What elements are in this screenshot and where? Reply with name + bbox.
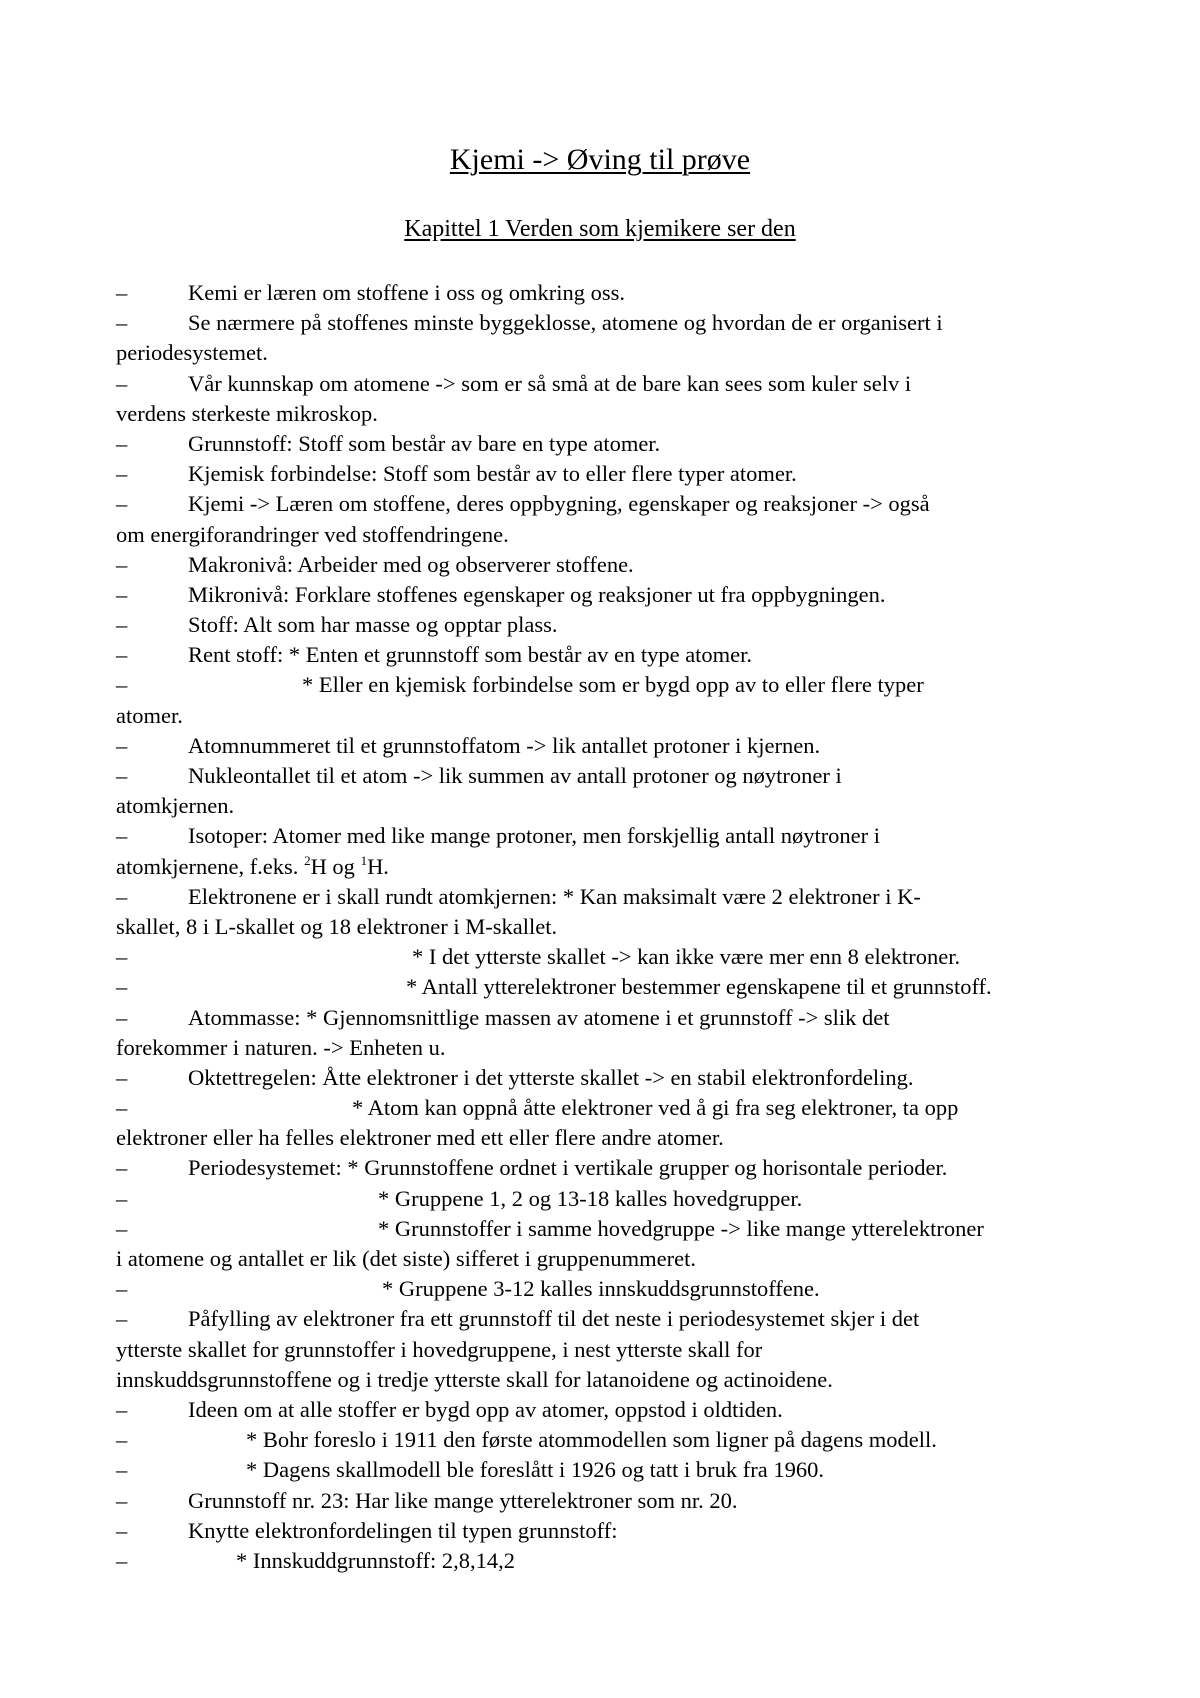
list-item (116, 459, 1096, 489)
list-item-text: * Gruppene 3-12 kalles innskuddsgrunnstoffene. (382, 1276, 820, 1302)
list-item-continuation (116, 1123, 1096, 1153)
list-item (116, 429, 1096, 459)
dash-bullet: – (116, 370, 128, 396)
continuation-text: verdens sterkeste mikroskop. (116, 400, 378, 426)
list-item-continuation (116, 338, 1096, 368)
continuation-text: i atomene og antallet er lik (det siste) sifferet i gruppenummeret. (116, 1246, 697, 1271)
dash-bullet: – (116, 491, 128, 517)
list-item-text: Grunnstoff nr. 23: Har like mange ytterelektroner som nr. 20. (188, 1487, 738, 1513)
list-item-text: * Dagens skallmodell ble foreslått i 1926 og tatt i bruk fra 1960. (246, 1457, 825, 1483)
list-item (116, 308, 1096, 338)
list-item-text: Stoff: Alt som har masse og opptar plass. (188, 612, 558, 638)
list-item (116, 1304, 1096, 1334)
list-item (116, 882, 1096, 912)
list-item (116, 1486, 1096, 1516)
dash-bullet: – (116, 461, 128, 487)
dash-bullet: – (116, 581, 128, 607)
dash-bullet: – (116, 1185, 128, 1211)
dash-bullet: – (116, 672, 128, 698)
list-item-text: Atommasse: * Gjennomsnittlige massen av atomene i et grunnstoff -> slik det (188, 1004, 890, 1030)
list-item-text: Se nærmere på stoffenes minste byggeklosse, atomene og hvordan de er organisert i (188, 310, 943, 336)
list-item-continuation (116, 520, 1096, 550)
continuation-text: innskuddsgrunnstoffene og i tredje ytterste skall for latanoidene og actinoidene. (116, 1366, 833, 1392)
continuation-text: atomer. (116, 702, 183, 728)
isotope-mass-number: 1 (360, 852, 368, 868)
dash-bullet: – (116, 1306, 128, 1332)
list-item-text: Oktettregelen: Åtte elektroner i det ytterste skallet -> en stabil elektronfordeling. (188, 1064, 914, 1090)
list-item-text: Kjemisk forbindelse: Stoff som består av to eller flere typer atomer. (188, 461, 797, 487)
list-item (116, 1093, 1096, 1123)
dash-bullet: – (116, 1427, 128, 1453)
dash-bullet: – (116, 1004, 128, 1030)
text-segment: atomkjernene, f.eks. (116, 853, 305, 879)
list-item (116, 550, 1096, 580)
list-item (116, 580, 1096, 610)
dash-bullet: – (116, 310, 128, 336)
continuation-text: atomkjernen. (116, 793, 235, 819)
list-item (116, 972, 1096, 1002)
list-item-continuation (116, 791, 1096, 821)
list-item-text: Mikronivå: Forklare stoffenes egenskaper og reaksjoner ut fra oppbygningen. (188, 581, 886, 607)
list-item-text: Elektronene er i skall rundt atomkjernen: * Kan maksimalt være 2 elektroner i K- (188, 883, 921, 909)
list-item-continuation (116, 912, 1096, 942)
list-item-continuation (116, 852, 1096, 882)
list-item-continuation (116, 701, 1096, 731)
continuation-text: periodesystemet. (116, 340, 268, 366)
list-item (116, 1516, 1096, 1546)
text-segment: H. (367, 853, 389, 879)
list-item (116, 610, 1096, 640)
list-item-text: * Innskuddgrunnstoff: 2,8,14,2 (236, 1547, 515, 1573)
list-item (116, 1425, 1096, 1455)
list-item-text: * Atom kan oppnå åtte elektroner ved å gi fra seg elektroner, ta opp (352, 1095, 959, 1121)
list-item-continuation (116, 1335, 1096, 1365)
dash-bullet: – (116, 823, 128, 849)
list-item-text: * Bohr foreslo i 1911 den første atommodellen som ligner på dagens modell. (246, 1427, 937, 1453)
list-item-text: Ideen om at alle stoffer er bygd opp av atomer, oppstod i oldtiden. (188, 1396, 783, 1422)
dash-bullet: – (116, 883, 128, 909)
dash-bullet: – (116, 1487, 128, 1513)
list-item (116, 670, 1096, 700)
list-item (116, 1455, 1096, 1485)
dash-bullet: – (116, 1064, 128, 1090)
continuation-text: forekommer i naturen. -> Enheten u. (116, 1034, 446, 1060)
list-item-text: Nukleontallet til et atom -> lik summen av antall protoner og nøytroner i (188, 763, 842, 788)
list-item-text: * Antall ytterelektroner bestemmer egenskapene til et grunnstoff. (406, 974, 992, 1000)
list-item-text: Kjemi -> Læren om stoffene, deres oppbygning, egenskaper og reaksjoner -> også (188, 491, 930, 517)
list-item (116, 1274, 1096, 1304)
list-item (116, 278, 1096, 308)
list-item-text: Atomnummeret til et grunnstoffatom -> lik antallet protoner i kjernen. (188, 732, 821, 758)
dash-bullet: – (116, 551, 128, 577)
list-item-text: Knytte elektronfordelingen til typen grunnstoff: (188, 1517, 618, 1543)
list-item-text: Rent stoff: * Enten et grunnstoff som består av en type atomer. (188, 642, 753, 668)
dash-bullet: – (116, 1155, 128, 1181)
list-item-text: * Eller en kjemisk forbindelse som er bygd opp av to eller flere typer (302, 672, 924, 698)
list-item (116, 369, 1096, 399)
continuation-text (116, 852, 389, 882)
list-item (116, 731, 1096, 761)
dash-bullet: – (116, 974, 128, 1000)
dash-bullet: – (116, 1276, 128, 1302)
dash-bullet: – (116, 642, 128, 668)
continuation-text: om energiforandringer ved stoffendringene. (116, 521, 509, 547)
list-item-continuation (116, 399, 1096, 429)
isotope-mass-number: 2 (304, 852, 311, 868)
list-item (116, 1063, 1096, 1093)
list-item-text: Periodesystemet: * Grunnstoffene ordnet i vertikale grupper og horisontale perioder. (188, 1155, 948, 1181)
list-item-text: Isotoper: Atomer med like mange protoner, men forskjellig antall nøytroner i (188, 823, 881, 849)
list-item-text: Påfylling av elektroner fra ett grunnstoff til det neste i periodesystemet skjer i det (188, 1306, 920, 1332)
list-item (116, 821, 1096, 851)
dash-bullet: – (116, 612, 128, 638)
continuation-text: ytterste skallet for grunnstoffer i hovedgruppene, i nest ytterste skall for (116, 1336, 763, 1362)
dash-bullet: – (116, 280, 128, 305)
list-item-text: Vår kunnskap om atomene -> som er så små at de bare kan sees som kuler selv i (188, 370, 912, 396)
list-item (116, 640, 1096, 670)
list-item-continuation (116, 1244, 1096, 1274)
list-item-text: Kemi er læren om stoffene i oss og omkring oss. (188, 280, 626, 305)
list-item (116, 489, 1096, 519)
dash-bullet: – (116, 1457, 128, 1483)
list-item (116, 1214, 1096, 1244)
list-item-text: Makronivå: Arbeider med og observerer stoffene. (188, 551, 634, 577)
chapter-heading: Kapittel 1 Verden som kjemikere ser den (404, 216, 796, 242)
list-item-text: Grunnstoff: Stoff som består av bare en type atomer. (188, 430, 661, 456)
list-item (116, 1003, 1096, 1033)
dash-bullet: – (116, 1517, 128, 1543)
list-item-continuation (116, 1365, 1096, 1395)
list-item-continuation (116, 1033, 1096, 1063)
bullet-list (116, 278, 1096, 1576)
list-item-text: * I det ytterste skallet -> kan ikke være mer enn 8 elektroner. (412, 944, 961, 970)
list-item (116, 1546, 1096, 1576)
dash-bullet: – (116, 1095, 128, 1121)
list-item (116, 761, 1096, 791)
continuation-text: elektroner eller ha felles elektroner med ett eller flere andre atomer. (116, 1125, 724, 1151)
text-segment: H og (310, 853, 361, 879)
page-title: Kjemi -> Øving til prøve (449, 143, 751, 176)
dash-bullet: – (116, 1396, 128, 1422)
dash-bullet: – (116, 732, 128, 758)
dash-bullet: – (116, 1547, 128, 1573)
list-item (116, 1153, 1096, 1183)
list-item (116, 1184, 1096, 1214)
list-item (116, 942, 1096, 972)
dash-bullet: – (116, 1215, 128, 1241)
list-item-text: * Gruppene 1, 2 og 13-18 kalles hovedgrupper. (378, 1185, 803, 1211)
list-item (116, 1395, 1096, 1425)
dash-bullet: – (116, 763, 128, 788)
dash-bullet: – (116, 430, 128, 456)
continuation-text: skallet, 8 i L-skallet og 18 elektroner i M-skallet. (116, 913, 558, 939)
dash-bullet: – (116, 944, 128, 970)
list-item-text: * Grunnstoffer i samme hovedgruppe -> like mange ytterelektroner (378, 1215, 984, 1241)
